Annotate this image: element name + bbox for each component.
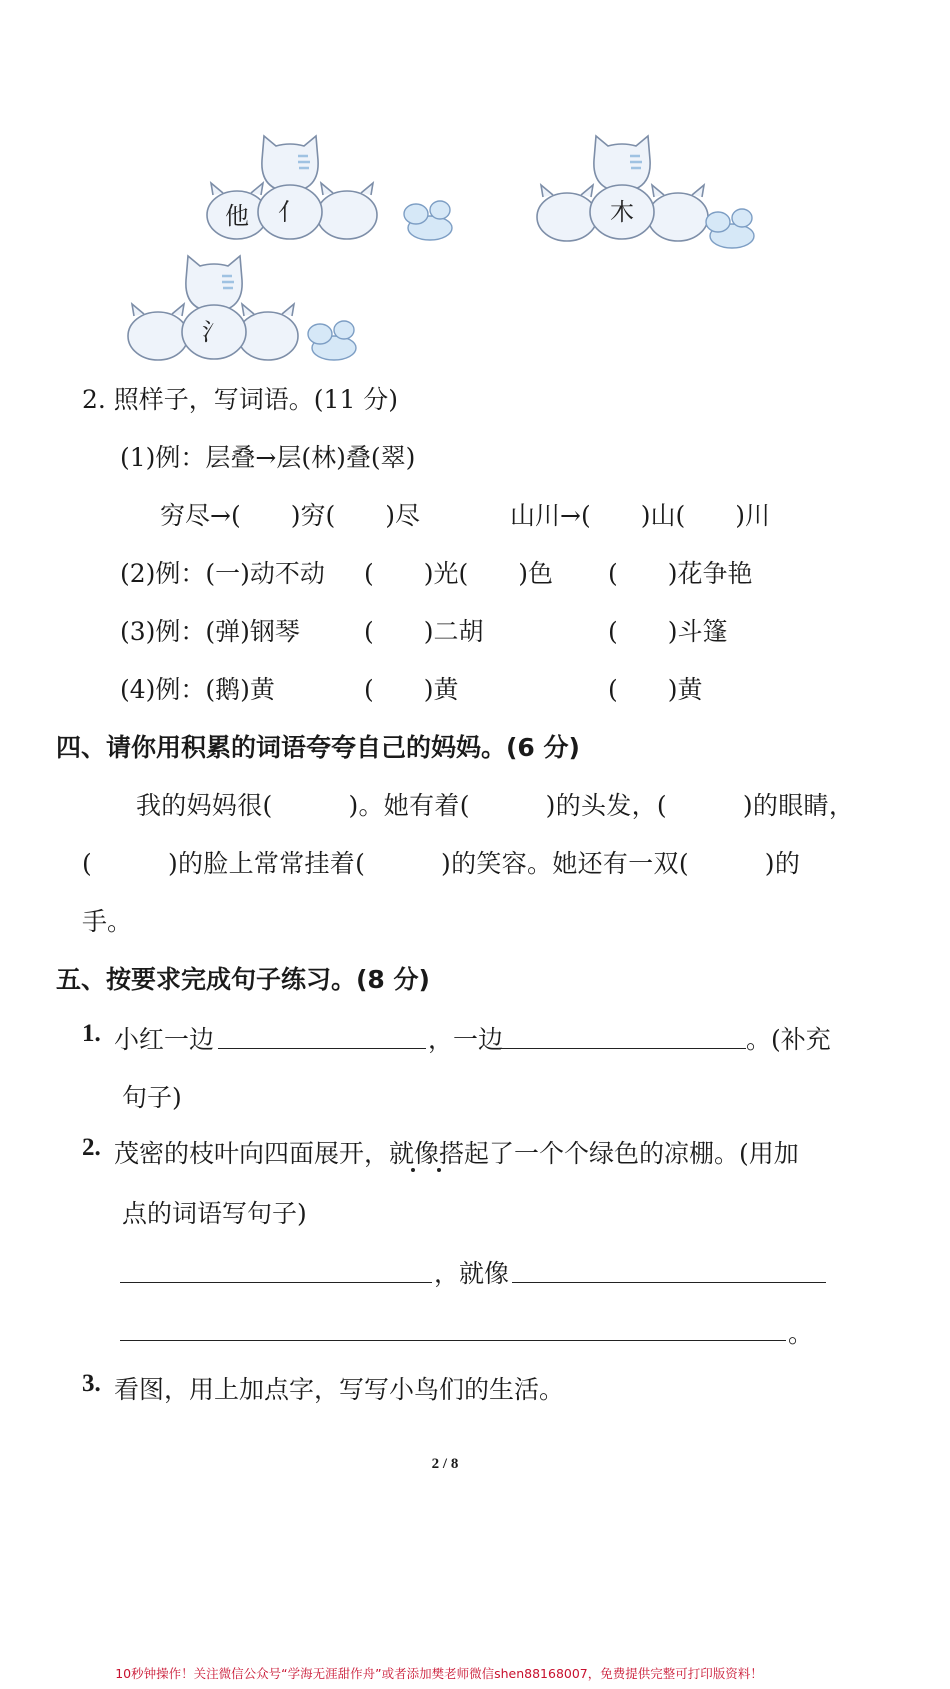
s5-q1-text-c: 。(补充 [746,1025,831,1054]
q2-blank-3a: ( )二胡 [364,617,484,646]
q2-blank-2b: ( )花争艳 [608,559,753,588]
cat-char-shui: 氵 [202,318,226,346]
s5-q1-answer-line-1[interactable] [218,1048,426,1049]
s5-q1-answer-line-2[interactable] [498,1048,746,1049]
s5-q1-text-cont: 句子) [122,1083,182,1112]
s5-q2-number: 2. [82,1134,101,1161]
cat-illustrations [0,0,950,400]
cat-char-ta: 他 [225,202,249,230]
s5-q2-text-mid: ，就像 [434,1259,510,1288]
section4-title: 四、请你用积累的词语夸夸自己的妈妈。(6 分) [56,733,580,762]
section4-line-2: ( )的脸上常常挂着( )的笑容。她还有一双( )的 [82,849,801,878]
s5-q3-number: 3. [82,1370,101,1397]
q2-example-3: (3)例：(弹)钢琴 [120,617,300,646]
s5-q2-answer-line-3[interactable] [120,1340,786,1341]
cat-group-3 [128,256,356,360]
emphasis-dot [437,1168,441,1172]
page-number: 2 / 8 [431,1456,459,1472]
cat-group-2 [537,136,754,248]
q2-blank-4a: ( )黄 [364,675,459,704]
s5-q2-answer-line-1[interactable] [120,1282,432,1283]
s5-q1-text-b: ，一边 [428,1025,504,1054]
q2-blank-4b: ( )黄 [608,675,703,704]
footer-notice: 10秒钟操作！关注微信公众号“学海无涯甜作舟”或者添加樊老师微信shen88168007，免费提供完整可打印版资料！ [115,1666,763,1681]
q2-example-4: (4)例：(鹅)黄 [120,675,275,704]
s5-q1-number: 1. [82,1020,101,1047]
section5-title: 五、按要求完成句子练习。(8 分) [56,965,430,994]
q2-blank-1b: 山川→( )山( )川 [510,501,770,530]
cat-char-ren: 亻 [278,198,302,226]
s5-q2-answer-line-2[interactable] [512,1282,826,1283]
s5-q2-text-cont: 点的词语写句子) [122,1199,307,1228]
cat-group-1 [207,136,452,240]
s5-q2-text: 茂密的枝叶向四面展开，就像搭起了一个个绿色的凉棚。(用加 [114,1139,799,1168]
s5-q3-text: 看图，用上加点字，写写小鸟们的生活。 [114,1375,565,1404]
section4-line-1: 我的妈妈很( )。她有着( )的头发，( )的眼睛， [136,791,855,820]
cat-char-mu: 木 [610,198,634,226]
q2-example-2: (2)例：(一)动不动 [120,559,325,588]
section4-line-3: 手。 [82,907,133,936]
q2-blank-2a: ( )光( )色 [364,559,554,588]
q2-example-1: (1)例：层叠→层(林)叠(翠) [120,443,416,472]
s5-q1-text-a: 小红一边 [114,1025,215,1054]
emphasis-dot [411,1168,415,1172]
q2-blank-1a: 穷尽→( )穷( )尽 [160,501,420,530]
s5-q2-text-end: 。 [788,1319,814,1348]
q2-title: 2. 照样子，写词语。(11 分) [82,385,399,414]
q2-blank-3b: ( )斗篷 [608,617,728,646]
